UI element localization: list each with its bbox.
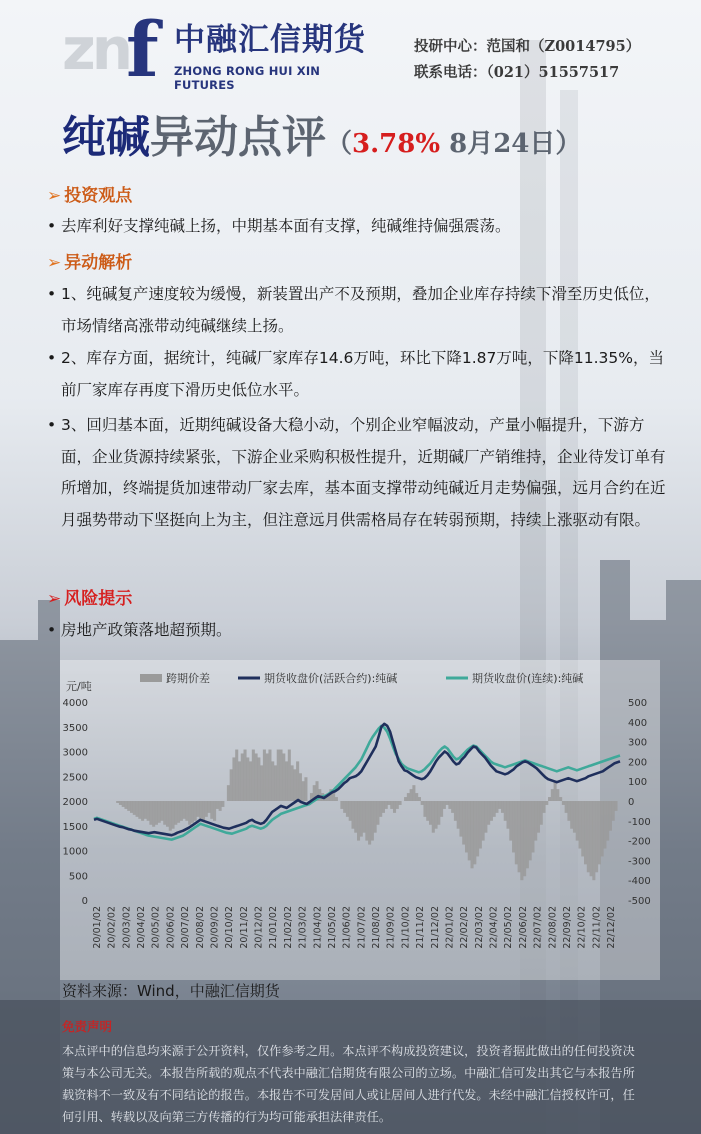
spread-bar [351, 801, 354, 829]
y-tick-label-right: 0 [628, 797, 635, 808]
y-tick-label-right: -300 [628, 856, 651, 868]
spread-bar [595, 801, 598, 872]
spread-bar [149, 801, 152, 825]
spread-bar [501, 801, 504, 813]
y-axis-label-left: 元/吨 [66, 680, 92, 693]
x-tick-label: 22/02/02 [459, 906, 471, 949]
spread-bar [208, 801, 211, 813]
x-tick-label: 21/10/02 [400, 906, 412, 949]
spread-bar [410, 789, 413, 801]
spread-bar [598, 801, 601, 864]
spread-bar [379, 801, 382, 817]
x-tick-label: 21/12/02 [429, 906, 441, 949]
y-tick-label-left: 3500 [62, 722, 88, 734]
spread-bar [404, 797, 407, 801]
x-tick-label: 21/07/02 [356, 906, 368, 949]
spread-bar [282, 753, 285, 801]
title-date: 8月24日） [440, 129, 582, 159]
spread-bar [387, 801, 390, 805]
spread-bar [545, 801, 548, 805]
spread-bar [418, 797, 421, 801]
spread-bar [559, 797, 562, 801]
y-tick-label-left: 1500 [62, 821, 88, 833]
x-tick-label: 21/02/02 [282, 906, 294, 949]
spread-bar [360, 801, 363, 837]
x-tick-label: 20/10/02 [224, 906, 236, 949]
spread-bar [185, 801, 188, 821]
x-tick-label: 20/05/02 [150, 906, 162, 949]
x-tick-label: 21/08/02 [371, 906, 383, 949]
bullet-icon: • [47, 217, 57, 235]
spread-bar [210, 801, 213, 819]
spread-bar [506, 801, 509, 829]
spread-bar [396, 801, 399, 809]
x-tick-label: 20/03/02 [121, 906, 133, 949]
spread-bar [523, 801, 526, 876]
x-tick-label: 21/04/02 [312, 906, 324, 949]
spread-bar [122, 801, 125, 807]
spread-bar [232, 757, 235, 801]
spread-bar [177, 801, 180, 823]
x-tick-label: 21/03/02 [297, 906, 309, 949]
analyst-line: 投研中心：范国和（Z0014795） [414, 38, 641, 55]
spread-bar [271, 761, 274, 801]
spread-bar [385, 801, 388, 809]
spread-bar [567, 801, 570, 821]
x-tick-label: 22/01/02 [444, 906, 456, 949]
spread-bar [183, 801, 186, 819]
spread-bar [119, 801, 122, 805]
spread-bar [429, 801, 432, 825]
spread-bar [188, 801, 191, 825]
spread-bar [578, 801, 581, 849]
spread-bar [221, 801, 224, 807]
legend-label: 期货收盘价(连续):纯碱 [472, 672, 584, 685]
spread-bar [476, 801, 479, 856]
spread-bar [180, 801, 183, 821]
section-heading-risk: ➢ 风险提示 [47, 589, 133, 609]
spread-bar [487, 801, 490, 825]
spread-bar [219, 801, 222, 811]
spread-bar [116, 801, 119, 803]
x-tick-label: 22/08/02 [547, 906, 559, 949]
spread-bar [147, 801, 150, 821]
spread-bar [160, 801, 163, 821]
spread-bar [263, 750, 266, 801]
spread-bar [346, 801, 349, 817]
spread-bar [479, 801, 482, 849]
spread-bar [127, 801, 130, 811]
spread-bar [520, 801, 523, 880]
spread-bar [482, 801, 485, 841]
spread-bar [437, 801, 440, 825]
y-tick-label-right: 100 [628, 777, 648, 789]
spread-bar [465, 801, 468, 852]
spread-bar [614, 801, 617, 811]
spread-bar [230, 769, 233, 801]
x-tick-label: 20/08/02 [194, 906, 206, 949]
spread-bar [285, 761, 288, 801]
spread-bar [606, 801, 609, 841]
spread-bar [296, 761, 299, 801]
spread-bar [421, 801, 424, 805]
spread-bar [227, 785, 230, 801]
x-tick-label: 20/09/02 [209, 906, 221, 949]
spread-bar [288, 750, 291, 801]
spread-bar [205, 801, 208, 817]
spread-bar [587, 801, 590, 872]
spread-bar [382, 801, 385, 813]
spread-bar [235, 750, 238, 801]
spread-bar [576, 801, 579, 841]
spread-bar [537, 801, 540, 833]
spread-bar [540, 801, 543, 825]
x-tick-label: 20/06/02 [165, 906, 177, 949]
title-subject: 异动点评 [150, 112, 326, 163]
title-product: 纯碱 [62, 112, 150, 163]
legend-label: 期货收盘价(活跃合约):纯碱 [264, 672, 398, 685]
x-tick-label: 20/04/02 [136, 906, 148, 949]
spread-bar [581, 801, 584, 856]
company-name-cn: 中融汇信期货 [174, 22, 366, 58]
x-tick-label: 22/07/02 [532, 906, 544, 949]
y-tick-label-left: 1000 [62, 846, 88, 858]
spread-bar [390, 801, 393, 809]
spread-bar [407, 793, 410, 801]
spread-bar [340, 801, 343, 809]
x-tick-label: 20/02/02 [106, 906, 118, 949]
spread-bar [213, 801, 216, 821]
spread-bar [534, 801, 537, 841]
spread-bar [163, 801, 166, 825]
spread-bar [457, 801, 460, 829]
report-title [62, 110, 581, 175]
x-tick-label: 22/03/02 [473, 906, 485, 949]
spread-bar [531, 801, 534, 852]
spread-bar [194, 801, 197, 821]
y-tick-label-left: 2500 [62, 772, 88, 784]
x-tick-label: 22/05/02 [503, 906, 515, 949]
spread-bar [293, 769, 296, 801]
spread-bar [554, 781, 557, 801]
spread-bar [454, 801, 457, 821]
spread-bar [216, 801, 219, 809]
x-tick-label: 22/09/02 [561, 906, 573, 949]
spread-bar [354, 801, 357, 833]
spread-bar [446, 801, 449, 805]
spread-bar [252, 750, 255, 801]
list-item: • 2、库存方面，据统计，纯碱厂家库存14.6万吨，环比下降1.87万吨，下降11.35%，当前厂家库存再度下滑历史低位水平。 [47, 343, 667, 406]
spread-bar [133, 801, 136, 815]
spread-bar [509, 801, 512, 841]
spread-bar [484, 801, 487, 833]
x-tick-label: 21/09/02 [385, 906, 397, 949]
spread-bar [238, 761, 241, 801]
spread-bar [459, 801, 462, 837]
spread-bar [473, 801, 476, 864]
arrowhead-icon: ➢ [47, 589, 62, 609]
spread-bar [515, 801, 518, 864]
spread-bar [277, 750, 280, 801]
spread-bar [291, 765, 294, 801]
spread-bar [548, 797, 551, 801]
y-tick-label-right: -100 [628, 816, 651, 828]
spread-bar [603, 801, 606, 849]
spread-bar [243, 750, 246, 801]
spread-bar [241, 753, 244, 801]
list-item: • 1、纯碱复产速度较为缓慢，新装置出产不及预期，叠加企业库存持续下滑至历史低位，市场情绪高涨带动纯碱继续上扬。 [47, 279, 667, 342]
spread-bar [590, 801, 593, 876]
spread-bar [246, 757, 249, 801]
spread-bar [551, 789, 554, 801]
spread-bar [495, 801, 498, 813]
spread-bar [592, 801, 595, 880]
spread-bar [493, 801, 496, 817]
y-tick-label-right: 200 [628, 757, 648, 769]
spread-bar [399, 801, 402, 805]
x-tick-label: 21/06/02 [341, 906, 353, 949]
spread-bar [376, 801, 379, 825]
spread-bar [199, 801, 202, 819]
x-tick-label: 21/11/02 [415, 906, 427, 949]
spread-bar [138, 801, 141, 819]
spread-bar [440, 801, 443, 817]
spread-bar [144, 801, 147, 819]
spread-bar [363, 801, 366, 833]
spread-bar [299, 773, 302, 801]
spread-bar [279, 750, 282, 801]
bullet-icon: • [47, 621, 57, 639]
spread-bar [584, 801, 587, 864]
y-tick-label-left: 2000 [62, 797, 88, 808]
spread-bar [565, 801, 568, 813]
spread-bar [343, 801, 346, 813]
spread-bar [302, 781, 305, 801]
spread-bar [274, 765, 277, 801]
spread-bar [490, 801, 493, 821]
logo-mark-zn: zn [62, 15, 130, 83]
contact-info [414, 34, 640, 86]
x-tick-label: 20/12/02 [253, 906, 265, 949]
x-tick-label: 21/05/02 [326, 906, 338, 949]
x-tick-label: 20/11/02 [238, 906, 250, 949]
spread-bar [268, 750, 271, 801]
spread-bar [556, 789, 559, 801]
spread-bar [349, 801, 352, 821]
y-tick-label-right: -500 [628, 896, 651, 907]
logo-mark-f: f [126, 5, 159, 94]
spread-bar [332, 793, 335, 801]
section-heading-view: ➢ 投资观点 [47, 186, 133, 206]
spread-bar [573, 801, 576, 833]
spread-bar [304, 777, 307, 801]
spread-bar [130, 801, 133, 813]
y-tick-label-right: -400 [628, 876, 651, 888]
x-tick-label: 22/10/02 [576, 906, 588, 949]
chart-source: 资料来源：Wind，中融汇信期货 [62, 982, 280, 1000]
y-tick-label-left: 0 [81, 896, 88, 907]
x-tick-label: 22/12/02 [606, 906, 617, 949]
x-tick-label: 22/06/02 [517, 906, 529, 949]
spread-bar [570, 801, 573, 829]
spread-bar [542, 801, 545, 813]
spread-bar [141, 801, 144, 821]
x-tick-label: 21/01/02 [268, 906, 280, 949]
y-tick-label-left: 4000 [62, 698, 88, 709]
spread-bar [471, 801, 474, 868]
y-tick-label-right: -200 [628, 836, 651, 848]
spread-bar [562, 801, 565, 805]
x-tick-label: 22/04/02 [488, 906, 500, 949]
y-tick-label-right: 400 [628, 717, 648, 729]
spread-bar [191, 801, 194, 823]
spread-bar [393, 801, 396, 813]
spread-bar [504, 801, 507, 821]
spread-bar [374, 801, 377, 833]
title-change: 3.78% [352, 129, 441, 159]
phone-line: 联系电话：（021）51557517 [414, 64, 620, 81]
spread-bar [451, 801, 454, 813]
spread-bar [152, 801, 155, 827]
spread-bar [612, 801, 615, 821]
spread-bar [512, 801, 515, 852]
spread-bar [412, 785, 415, 801]
spread-bar [423, 801, 426, 817]
spread-bar [266, 753, 269, 801]
legend-label: 跨期价差 [166, 672, 210, 685]
spread-bar [609, 801, 612, 831]
y-tick-label-right: 500 [628, 698, 648, 709]
x-tick-label: 20/01/02 [92, 906, 103, 949]
spread-bar [518, 801, 521, 872]
spread-bar [415, 793, 418, 801]
spread-bar [260, 765, 263, 801]
x-tick-label: 22/11/02 [591, 906, 603, 949]
spread-bar [526, 801, 529, 868]
spread-bar [365, 801, 368, 841]
spread-bar [196, 801, 199, 817]
spread-bar [136, 801, 139, 817]
spread-bar [202, 801, 205, 821]
spread-bar [155, 801, 158, 825]
list-item: • 去库利好支撑纯碱上扬，中期基本面有支撑，纯碱维持偏强震荡。 [47, 211, 667, 243]
company-name-en: ZHONG RONG HUI XIN FUTURES [174, 64, 321, 92]
arrowhead-icon: ➢ [47, 253, 62, 273]
spread-bar [335, 797, 338, 801]
spread-bar [498, 801, 501, 809]
spread-bar [432, 801, 435, 833]
legend-swatch [140, 674, 162, 682]
spread-bar [371, 801, 374, 841]
spread-bar [468, 801, 471, 860]
list-item: • 房地产政策落地超预期。 [47, 615, 667, 647]
bullet-icon: • [47, 349, 57, 367]
bullet-icon: • [47, 285, 57, 303]
spread-bar [172, 801, 175, 829]
spread-bar [601, 801, 604, 856]
spread-bar [443, 801, 446, 809]
y-tick-label-right: 300 [628, 737, 648, 749]
list-item: • 3、回归基本面，近期纯碱设备大稳小动，个别企业窄幅波动，产量小幅提升，下游方面，企业货源持续紧张，下游企业采购积极性提升，近期碱厂产销维持，企业待发订单有所增加，终端提货加速带动厂家去库，基本面支撑带动纯碱近月走势偏强，远月合约在近月强势带动下坚挺向上为主，但注意远月供需格局存在转弱预期，持续上涨驱动有限。 [47, 410, 667, 536]
spread-bar [462, 801, 465, 845]
arrowhead-icon: ➢ [47, 186, 62, 206]
y-tick-label-left: 500 [68, 871, 88, 883]
bullet-icon: • [47, 416, 57, 434]
disclaimer-body: 本点评中的信息均来源于公开资料，仅作参考之用。本点评不构成投资建议，投资者据此做出的任何投资决策与本公司无关。本报告所载的观点不代表中融汇信期货有限公司的立场。中融汇信可发出其它与本报告所载资料不一致及有不同结论的报告。本报告不可发居间人或让居间人进行代发。未经中融汇信授权许可，任何引用、转载以及向第三方传播的行为均可能承担法律责任。 [62, 1044, 635, 1124]
spread-bar [448, 801, 451, 809]
spread-bar [166, 801, 169, 827]
title-paren: （ [326, 129, 353, 159]
spread-bar [124, 801, 127, 809]
spread-bar [257, 757, 260, 801]
spread-bar [426, 801, 429, 821]
spread-bar [169, 801, 172, 831]
y-tick-label-left: 3000 [62, 747, 88, 759]
x-tick-label: 20/07/02 [180, 906, 192, 949]
spread-bar [357, 801, 360, 841]
disclaimer-title: 免责声明 [62, 1019, 113, 1034]
spread-bar [529, 801, 532, 860]
spread-bar [255, 753, 258, 801]
spread-bar [174, 801, 177, 825]
spread-bar [249, 761, 252, 801]
spread-bar [435, 801, 438, 829]
spread-bar [158, 801, 161, 823]
price-chart [60, 660, 660, 980]
company-logo [62, 5, 382, 94]
spread-bar [368, 801, 371, 845]
section-heading-analysis: ➢ 异动解析 [47, 253, 133, 273]
